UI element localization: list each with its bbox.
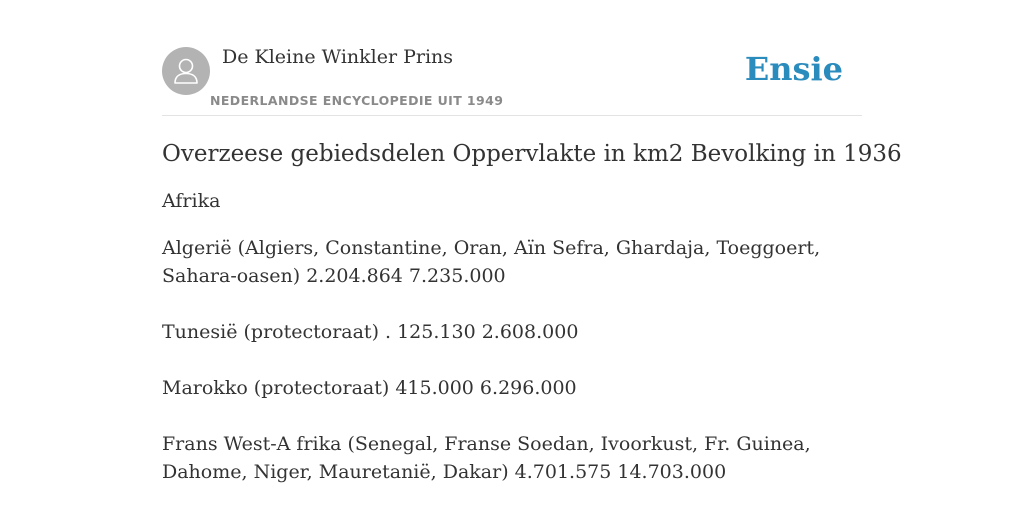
article-content <box>162 138 902 486</box>
article-entry: Marokko (protectoraat) 415.000 6.296.000 <box>162 377 577 399</box>
brand-logo[interactable]: Ensie <box>744 50 843 88</box>
article-entry: Frans West-A frika (Senegal, Franse Soedan, Ivoorkust, Fr. Guinea, Dahome, Niger, Mauretanië, Dakar) 4.701.575 14.703.000 <box>162 433 811 483</box>
site-title[interactable]: De Kleine Winkler Prins <box>222 46 454 68</box>
user-avatar-icon[interactable] <box>162 47 210 95</box>
site-subtitle: NEDERLANDSE ENCYCLOPEDIE UIT 1949 <box>210 93 504 108</box>
article-entry: Tunesië (protectoraat) . 125.130 2.608.000 <box>162 321 579 343</box>
article-entry: Algerië (Algiers, Constantine, Oran, Aïn Sefra, Ghardaja, Toeggoert, Sahara-oasen) 2.204.864 7.235.000 <box>162 237 821 287</box>
page-header <box>162 46 862 116</box>
section-heading: Afrika <box>162 190 221 212</box>
article-title: Overzeese gebiedsdelen Oppervlakte in km2 Bevolking in 1936 <box>162 141 902 167</box>
header-divider <box>162 115 862 116</box>
